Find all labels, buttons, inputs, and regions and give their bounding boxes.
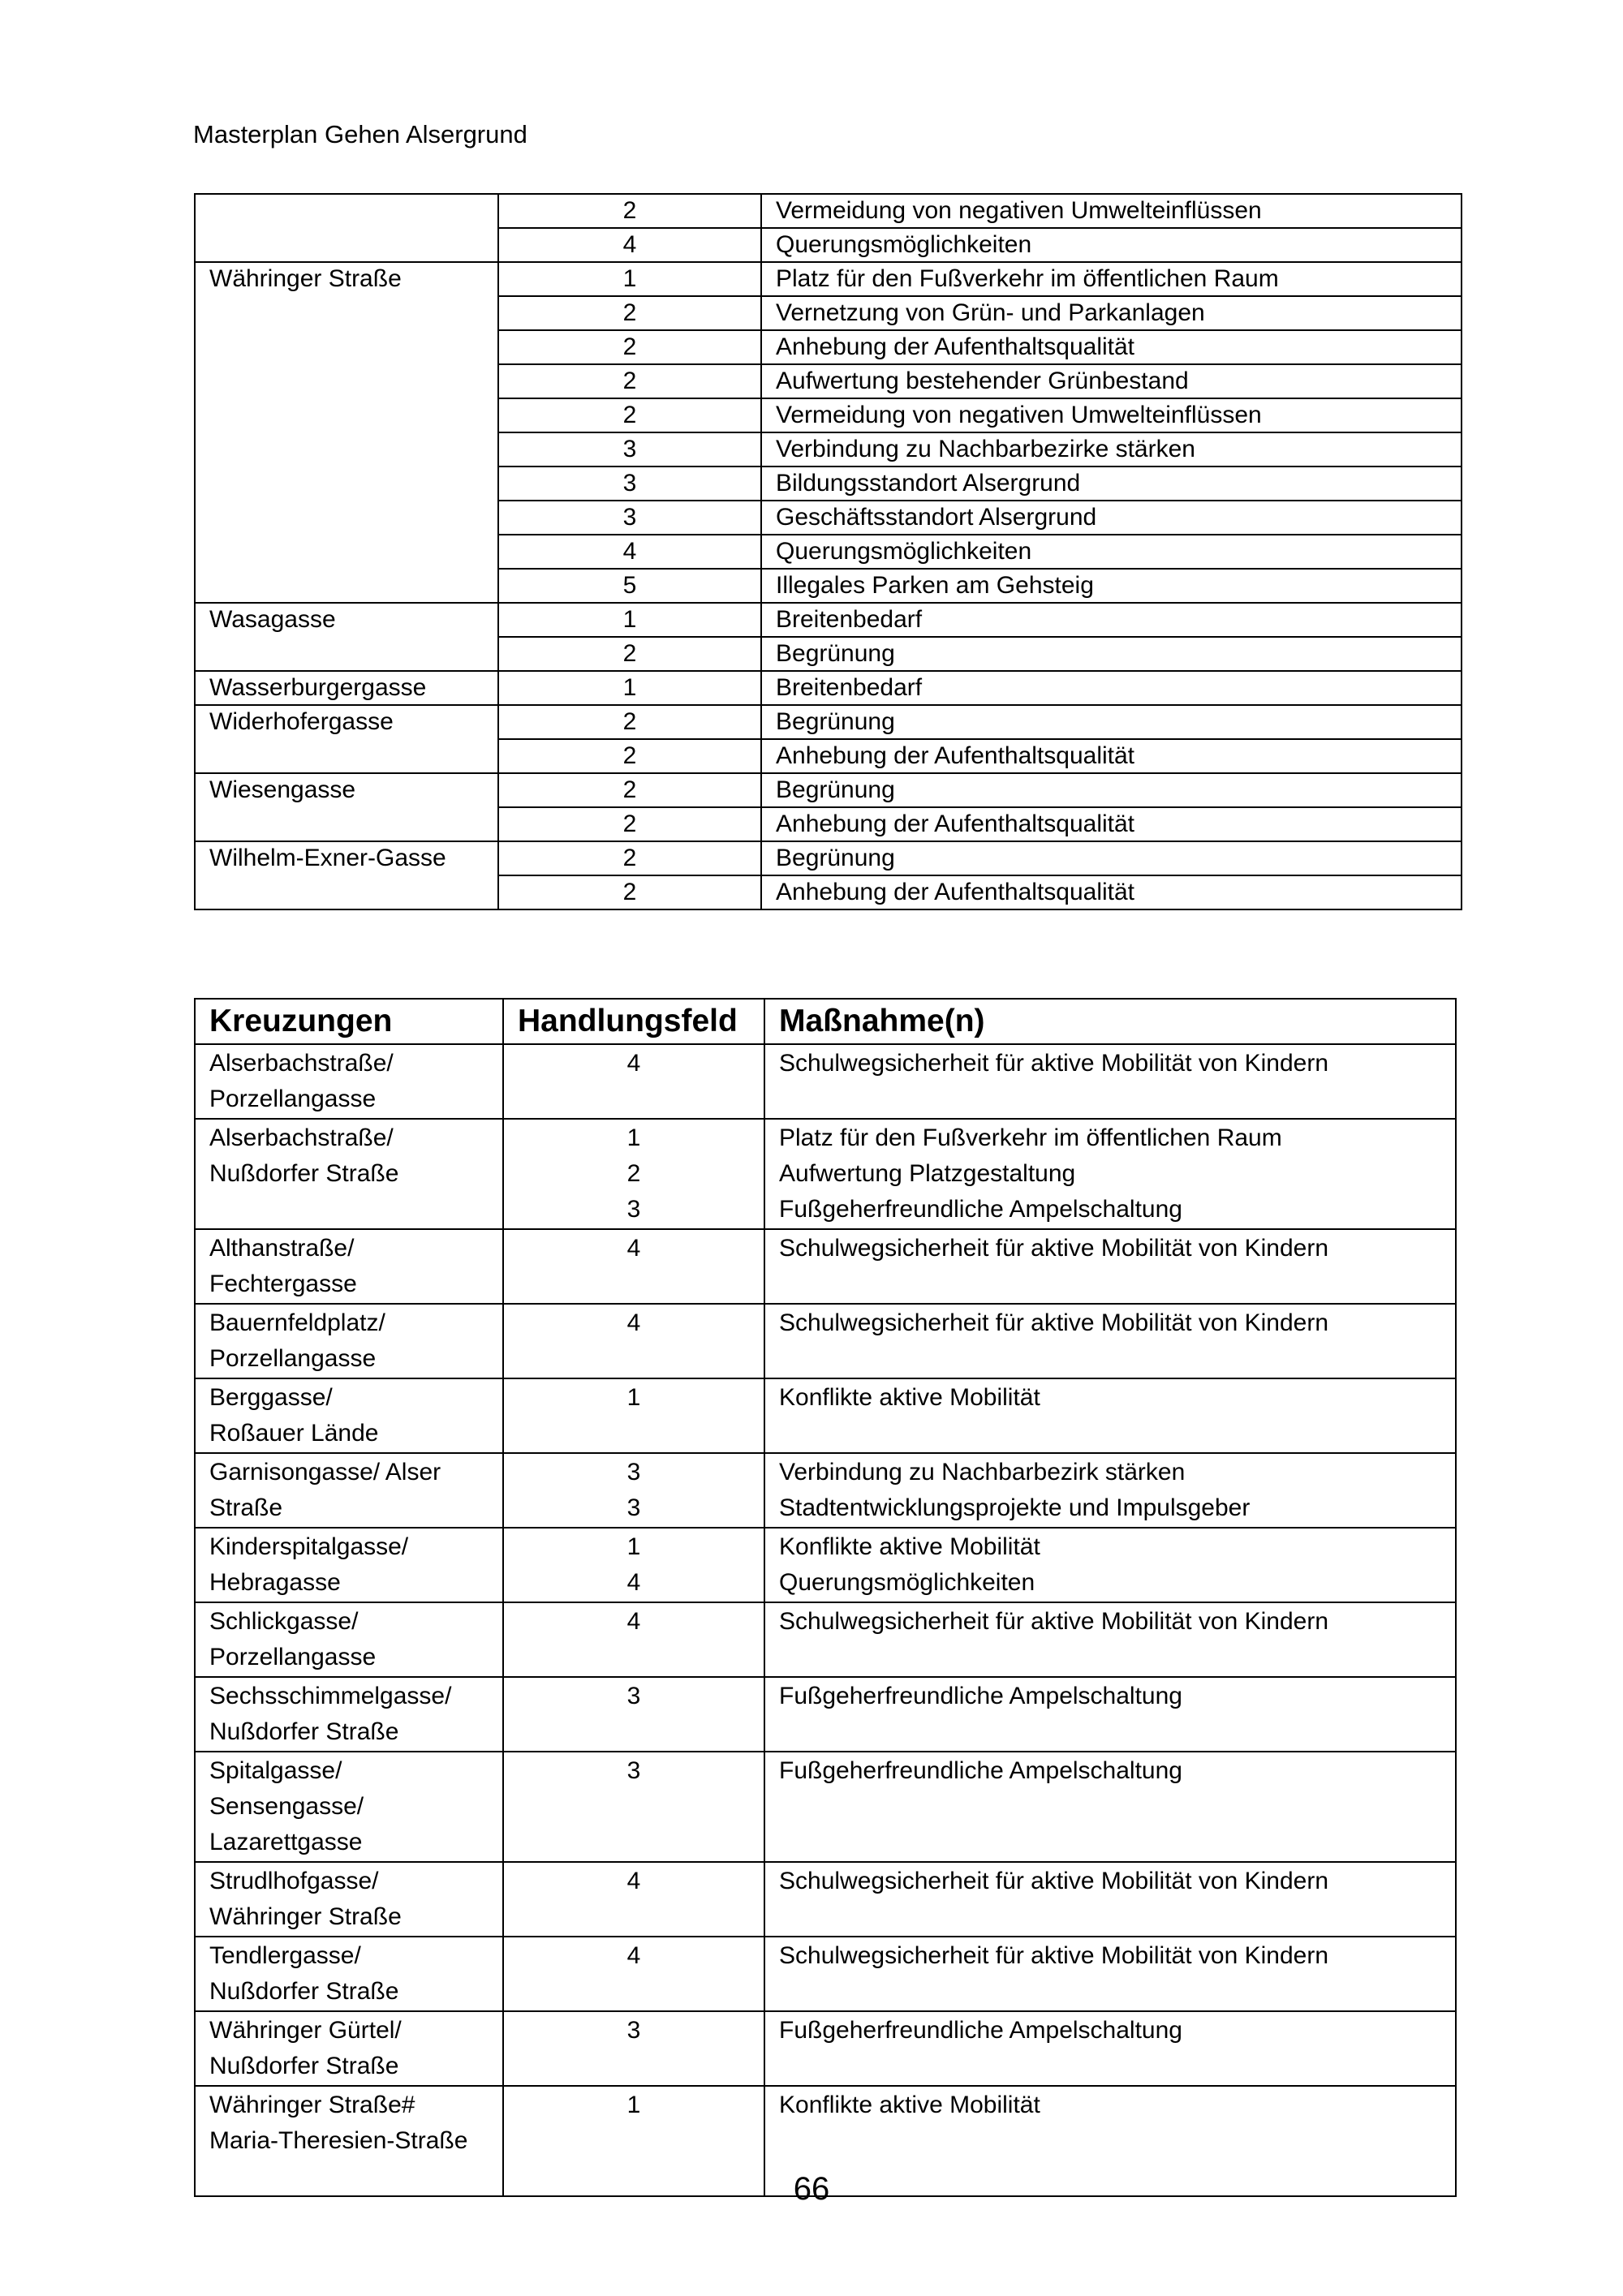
crossing-name-line: Strudlhofgasse/ bbox=[209, 1868, 379, 1894]
action-field-value: 4 bbox=[626, 1868, 641, 1894]
crossing-name-line: Porzellangasse bbox=[209, 1345, 377, 1372]
action-field-cell: 2 bbox=[498, 841, 761, 875]
action-field-cell bbox=[503, 1677, 764, 1752]
action-field-cell bbox=[503, 1378, 764, 1453]
measure-cell: Vernetzung von Grün- und Parkanlagen bbox=[761, 296, 1462, 330]
crossing-name-line: Nußdorfer Straße bbox=[209, 2053, 399, 2079]
action-field-cell: 3 bbox=[498, 501, 761, 535]
action-field-cell: 3 bbox=[498, 432, 761, 467]
table-row bbox=[195, 1528, 1456, 1602]
action-field-cell: 2 bbox=[498, 330, 761, 364]
table-row bbox=[195, 841, 1462, 875]
action-field-cell: 4 bbox=[498, 535, 761, 569]
measure-cell: Begrünung bbox=[761, 773, 1462, 807]
measure-cell: Breitenbedarf bbox=[761, 603, 1462, 637]
measure-cell bbox=[764, 1602, 1456, 1677]
measure-line: Stadtentwicklungsprojekte und Impulsgeber bbox=[779, 1494, 1251, 1521]
crossing-name-line: Kinderspitalgasse/ bbox=[209, 1533, 409, 1560]
measure-line: Platz für den Fußverkehr im öffentlichen Raum bbox=[779, 1124, 1282, 1151]
action-field-cell: 2 bbox=[498, 875, 761, 909]
action-field-value: 3 bbox=[626, 1459, 641, 1486]
measure-cell bbox=[764, 1229, 1456, 1304]
table-row bbox=[195, 1378, 1456, 1453]
crossing-cell bbox=[195, 1044, 503, 1119]
action-field-value: 3 bbox=[626, 1757, 641, 1784]
table-row bbox=[195, 1937, 1456, 2011]
streets-measures-table bbox=[194, 193, 1462, 910]
measure-cell bbox=[764, 1528, 1456, 1602]
measure-cell bbox=[764, 1304, 1456, 1378]
measure-line: Querungsmöglichkeiten bbox=[779, 1569, 1035, 1596]
crossing-name-line: Nußdorfer Straße bbox=[209, 1160, 399, 1187]
action-field-value: 2 bbox=[626, 1160, 641, 1187]
measure-cell bbox=[764, 1119, 1456, 1229]
action-field-value: 3 bbox=[626, 2017, 641, 2044]
measure-cell bbox=[764, 1453, 1456, 1528]
table-row bbox=[195, 2011, 1456, 2086]
crossing-name-line: Berggasse/ bbox=[209, 1384, 333, 1411]
table-row bbox=[195, 773, 1462, 807]
measure-cell: Begrünung bbox=[761, 637, 1462, 671]
measure-cell bbox=[764, 1752, 1456, 1862]
table-row bbox=[195, 194, 1462, 228]
action-field-value: 3 bbox=[626, 1196, 641, 1223]
action-field-cell: 2 bbox=[498, 773, 761, 807]
action-field-value: 4 bbox=[626, 1942, 641, 1969]
action-field-cell: 2 bbox=[498, 637, 761, 671]
measure-cell: Begrünung bbox=[761, 705, 1462, 739]
crossings-measures-table bbox=[194, 998, 1457, 2197]
crossing-cell bbox=[195, 1453, 503, 1528]
measure-cell bbox=[764, 1937, 1456, 2011]
measure-cell bbox=[764, 2011, 1456, 2086]
measure-line: Fußgeherfreundliche Ampelschaltung bbox=[779, 2017, 1182, 2044]
crossing-cell bbox=[195, 1229, 503, 1304]
table-row bbox=[195, 262, 1462, 296]
action-field-value: 1 bbox=[626, 2092, 641, 2118]
street-name-cell: Wilhelm-Exner-Gasse bbox=[195, 841, 498, 909]
crossing-cell bbox=[195, 1937, 503, 2011]
table-row bbox=[195, 1862, 1456, 1937]
table-row bbox=[195, 1602, 1456, 1677]
measure-cell: Anhebung der Aufenthaltsqualität bbox=[761, 330, 1462, 364]
crossing-cell bbox=[195, 1378, 503, 1453]
action-field-cell: 1 bbox=[498, 603, 761, 637]
column-header-action-field: Handlungsfeld bbox=[503, 999, 764, 1044]
measure-cell: Bildungsstandort Alsergrund bbox=[761, 467, 1462, 501]
crossing-name-line: Maria-Theresien-Straße bbox=[209, 2127, 468, 2154]
measure-cell: Verbindung zu Nachbarbezirke stärken bbox=[761, 432, 1462, 467]
table-row bbox=[195, 1752, 1456, 1862]
action-field-value: 4 bbox=[626, 1569, 641, 1596]
table-row bbox=[195, 603, 1462, 637]
crossing-name-line: Garnisongasse/ Alser bbox=[209, 1459, 441, 1486]
action-field-value: 1 bbox=[626, 1384, 641, 1411]
street-name-cell: Wasagasse bbox=[195, 603, 498, 671]
action-field-cell bbox=[503, 1229, 764, 1304]
table-header-row bbox=[195, 999, 1456, 1044]
measure-cell: Geschäftsstandort Alsergrund bbox=[761, 501, 1462, 535]
action-field-value: 1 bbox=[626, 1124, 641, 1151]
table-row bbox=[195, 1453, 1456, 1528]
measure-cell: Illegales Parken am Gehsteig bbox=[761, 569, 1462, 603]
crossing-name-line: Sensengasse/ bbox=[209, 1793, 364, 1820]
crossing-name-line: Lazarettgasse bbox=[209, 1829, 363, 1855]
table-row bbox=[195, 1677, 1456, 1752]
action-field-cell bbox=[503, 1528, 764, 1602]
crossing-name-line: Währinger Straße# bbox=[209, 2092, 415, 2118]
measure-line: Schulwegsicherheit für aktive Mobilität von Kindern bbox=[779, 1868, 1329, 1894]
crossing-name-line: Tendlergasse/ bbox=[209, 1942, 361, 1969]
action-field-cell: 1 bbox=[498, 262, 761, 296]
street-name-cell: Widerhofergasse bbox=[195, 705, 498, 773]
measure-cell: Platz für den Fußverkehr im öffentlichen Raum bbox=[761, 262, 1462, 296]
table-row bbox=[195, 671, 1462, 705]
action-field-cell bbox=[503, 1304, 764, 1378]
street-name-cell bbox=[195, 194, 498, 262]
action-field-cell bbox=[503, 1937, 764, 2011]
action-field-cell bbox=[503, 1602, 764, 1677]
action-field-cell: 1 bbox=[498, 671, 761, 705]
crossing-name-line: Alserbachstraße/ bbox=[209, 1124, 394, 1151]
document-header-title: Masterplan Gehen Alsergrund bbox=[193, 120, 527, 148]
measure-cell bbox=[764, 1677, 1456, 1752]
crossing-cell bbox=[195, 1602, 503, 1677]
page-number: 66 bbox=[793, 2171, 830, 2207]
street-name-cell: Währinger Straße bbox=[195, 262, 498, 603]
table-row bbox=[195, 1304, 1456, 1378]
crossing-name-line: Spitalgasse/ bbox=[209, 1757, 342, 1784]
street-name-cell: Wasserburgergasse bbox=[195, 671, 498, 705]
crossing-name-line: Schlickgasse/ bbox=[209, 1608, 359, 1635]
action-field-cell: 2 bbox=[498, 739, 761, 773]
street-name-cell: Wiesengasse bbox=[195, 773, 498, 841]
measure-cell bbox=[764, 1862, 1456, 1937]
action-field-value: 4 bbox=[626, 1235, 641, 1262]
measure-line: Konflikte aktive Mobilität bbox=[779, 1384, 1040, 1411]
action-field-cell: 2 bbox=[498, 398, 761, 432]
action-field-cell: 2 bbox=[498, 194, 761, 228]
measure-cell: Querungsmöglichkeiten bbox=[761, 228, 1462, 262]
crossing-cell bbox=[195, 1752, 503, 1862]
measure-cell: Querungsmöglichkeiten bbox=[761, 535, 1462, 569]
action-field-cell: 2 bbox=[498, 364, 761, 398]
action-field-cell bbox=[503, 1862, 764, 1937]
measure-cell: Vermeidung von negativen Umwelteinflüssen bbox=[761, 398, 1462, 432]
table-row bbox=[195, 1119, 1456, 1229]
action-field-cell bbox=[503, 1453, 764, 1528]
action-field-cell: 4 bbox=[498, 228, 761, 262]
measure-cell: Vermeidung von negativen Umwelteinflüssen bbox=[761, 194, 1462, 228]
measure-cell: Anhebung der Aufenthaltsqualität bbox=[761, 739, 1462, 773]
measure-line: Aufwertung Platzgestaltung bbox=[779, 1160, 1076, 1187]
action-field-value: 3 bbox=[626, 1494, 641, 1521]
crossing-name-line: Hebragasse bbox=[209, 1569, 341, 1596]
table-row bbox=[195, 705, 1462, 739]
measure-line: Schulwegsicherheit für aktive Mobilität von Kindern bbox=[779, 1309, 1329, 1336]
crossing-cell bbox=[195, 1119, 503, 1229]
measure-cell: Aufwertung bestehender Grünbestand bbox=[761, 364, 1462, 398]
measure-line: Fußgeherfreundliche Ampelschaltung bbox=[779, 1683, 1182, 1709]
crossing-cell bbox=[195, 2011, 503, 2086]
column-header-crossings: Kreuzungen bbox=[195, 999, 503, 1044]
action-field-cell bbox=[503, 1119, 764, 1229]
action-field-cell bbox=[503, 1752, 764, 1862]
action-field-value: 3 bbox=[626, 1683, 641, 1709]
measure-line: Fußgeherfreundliche Ampelschaltung bbox=[779, 1757, 1182, 1784]
measure-cell: Breitenbedarf bbox=[761, 671, 1462, 705]
crossing-name-line: Nußdorfer Straße bbox=[209, 1718, 399, 1745]
action-field-cell bbox=[503, 1044, 764, 1119]
table-row bbox=[195, 1229, 1456, 1304]
crossing-name-line: Porzellangasse bbox=[209, 1644, 377, 1670]
measure-cell: Anhebung der Aufenthaltsqualität bbox=[761, 807, 1462, 841]
measure-cell: Begrünung bbox=[761, 841, 1462, 875]
crossing-name-line: Althanstraße/ bbox=[209, 1235, 355, 1262]
crossing-name-line: Roßauer Lände bbox=[209, 1420, 379, 1447]
crossing-name-line: Alserbachstraße/ bbox=[209, 1050, 394, 1077]
measure-line: Schulwegsicherheit für aktive Mobilität von Kindern bbox=[779, 1942, 1329, 1969]
crossing-name-line: Bauernfeldplatz/ bbox=[209, 1309, 385, 1336]
action-field-value: 1 bbox=[626, 1533, 641, 1560]
measure-line: Fußgeherfreundliche Ampelschaltung bbox=[779, 1196, 1182, 1223]
crossing-name-line: Nußdorfer Straße bbox=[209, 1978, 399, 2005]
column-header-measures: Maßnahme(n) bbox=[764, 999, 1456, 1044]
measure-line: Konflikte aktive Mobilität bbox=[779, 1533, 1040, 1560]
crossing-name-line: Währinger Gürtel/ bbox=[209, 2017, 402, 2044]
crossing-cell bbox=[195, 1528, 503, 1602]
crossing-cell bbox=[195, 1304, 503, 1378]
action-field-cell: 2 bbox=[498, 296, 761, 330]
crossing-name-line: Währinger Straße bbox=[209, 1903, 402, 1930]
action-field-cell: 2 bbox=[498, 705, 761, 739]
crossing-name-line: Fechtergasse bbox=[209, 1271, 357, 1297]
crossing-cell bbox=[195, 1677, 503, 1752]
measure-cell bbox=[764, 1378, 1456, 1453]
action-field-cell: 3 bbox=[498, 467, 761, 501]
crossing-name-line: Sechsschimmelgasse/ bbox=[209, 1683, 452, 1709]
action-field-cell: 5 bbox=[498, 569, 761, 603]
measure-cell bbox=[764, 1044, 1456, 1119]
action-field-value: 4 bbox=[626, 1309, 641, 1336]
crossing-cell bbox=[195, 1862, 503, 1937]
measure-line: Konflikte aktive Mobilität bbox=[779, 2092, 1040, 2118]
measure-line: Schulwegsicherheit für aktive Mobilität von Kindern bbox=[779, 1608, 1329, 1635]
crossing-name-line: Straße bbox=[209, 1494, 283, 1521]
measure-line: Schulwegsicherheit für aktive Mobilität von Kindern bbox=[779, 1050, 1329, 1077]
table-row bbox=[195, 1044, 1456, 1119]
action-field-value: 4 bbox=[626, 1050, 641, 1077]
action-field-cell bbox=[503, 2011, 764, 2086]
measure-cell: Anhebung der Aufenthaltsqualität bbox=[761, 875, 1462, 909]
action-field-value: 4 bbox=[626, 1608, 641, 1635]
measure-line: Schulwegsicherheit für aktive Mobilität von Kindern bbox=[779, 1235, 1329, 1262]
crossing-name-line: Porzellangasse bbox=[209, 1086, 377, 1112]
action-field-cell: 2 bbox=[498, 807, 761, 841]
measure-line: Verbindung zu Nachbarbezirk stärken bbox=[779, 1459, 1186, 1486]
